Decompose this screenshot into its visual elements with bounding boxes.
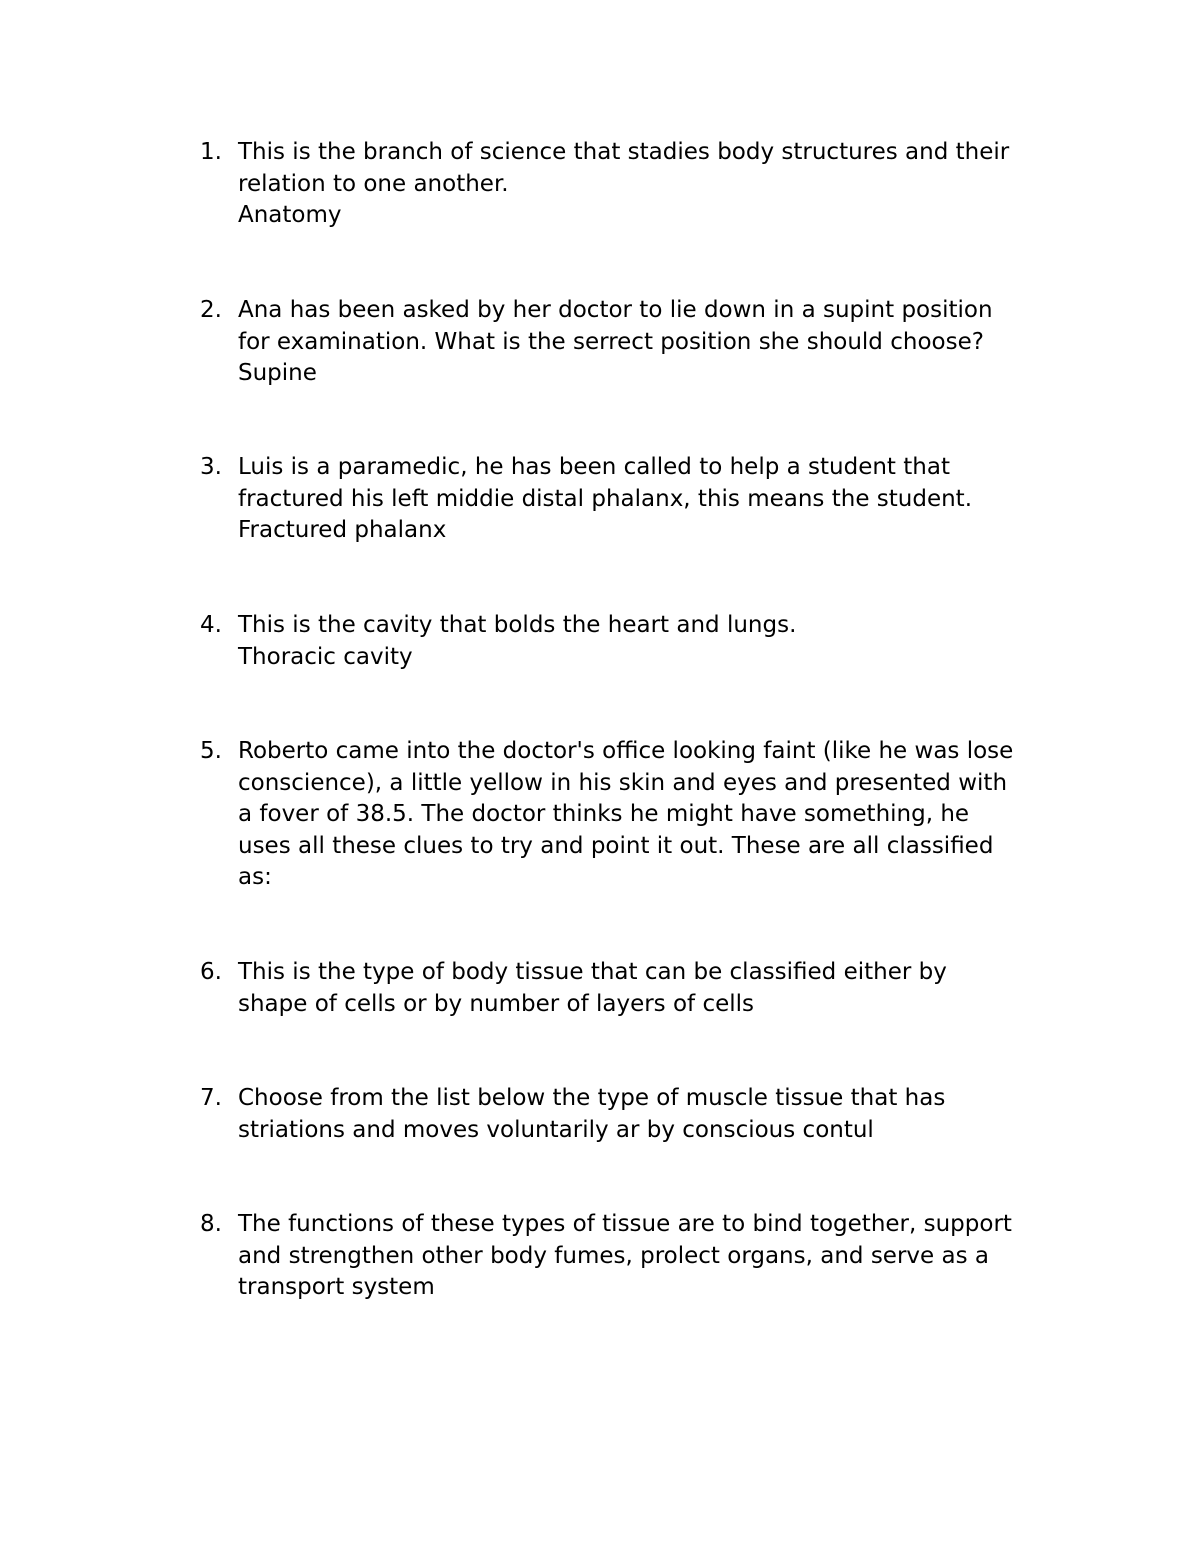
question-line: uses all these clues to try and point it out. These are all classified <box>238 832 994 859</box>
question-6 <box>200 957 1080 1020</box>
answer-text: Thoracic cavity <box>238 643 413 670</box>
question-line: as: <box>238 864 272 890</box>
question-text <box>238 295 1080 390</box>
question-line: shape of cells or by number of layers of cells <box>238 990 755 1017</box>
question-line: Ana has been asked by her doctor to lie down in a supint position <box>238 297 993 323</box>
question-text <box>238 1083 1080 1146</box>
question-3 <box>200 452 1080 547</box>
question-number: 7. <box>200 1085 222 1111</box>
question-text <box>238 610 1080 673</box>
question-line: The functions of these types of tissue are to bind together, support <box>238 1211 1012 1237</box>
question-line: for examination. What is the serrect position she should choose? <box>238 328 984 355</box>
question-number: 5. <box>200 738 222 764</box>
question-text <box>238 452 1080 547</box>
question-8 <box>200 1209 1080 1304</box>
question-text <box>238 957 1080 1020</box>
question-5 <box>200 736 1080 894</box>
question-number: 8. <box>200 1211 222 1237</box>
question-line: This is the cavity that bolds the heart and lungs. <box>238 612 797 638</box>
answer-text: Supine <box>238 360 317 386</box>
question-line: transport system <box>238 1274 435 1300</box>
question-line: a fover of 38.5. The doctor thinks he might have something, he <box>238 801 970 827</box>
question-7 <box>200 1083 1080 1146</box>
question-4 <box>200 610 1080 673</box>
question-line: fractured his left middie distal phalanx, this means the student. <box>238 485 973 512</box>
question-1 <box>200 137 1080 232</box>
question-line: This is the type of body tissue that can be classified either by <box>238 959 947 985</box>
question-line: This is the branch of science that stadies body structures and their <box>238 139 1010 165</box>
question-line: conscience), a little yellow in his skin and eyes and presented with <box>238 769 1008 796</box>
answer-text: Anatomy <box>238 202 342 228</box>
question-line: Roberto came into the doctor's office looking faint (like he was lose <box>238 738 1014 764</box>
question-text <box>238 736 1080 894</box>
question-line: relation to one another. <box>238 170 509 197</box>
question-2 <box>200 295 1080 390</box>
question-number: 4. <box>200 612 222 638</box>
question-number: 1. <box>200 139 222 165</box>
question-line: striations and moves voluntarily ar by conscious contul <box>238 1116 874 1143</box>
question-number: 6. <box>200 959 222 985</box>
question-number: 2. <box>200 297 222 323</box>
question-text <box>238 1209 1080 1304</box>
question-line: Luis is a paramedic, he has been called to help a student that <box>238 454 950 480</box>
question-line: Choose from the list below the type of muscle tissue that has <box>238 1085 946 1111</box>
answer-text: Fractured phalanx <box>238 517 447 543</box>
question-line: and strengthen other body fumes, prolect organs, and serve as a <box>238 1242 989 1269</box>
question-text <box>238 137 1080 232</box>
question-number: 3. <box>200 454 222 480</box>
